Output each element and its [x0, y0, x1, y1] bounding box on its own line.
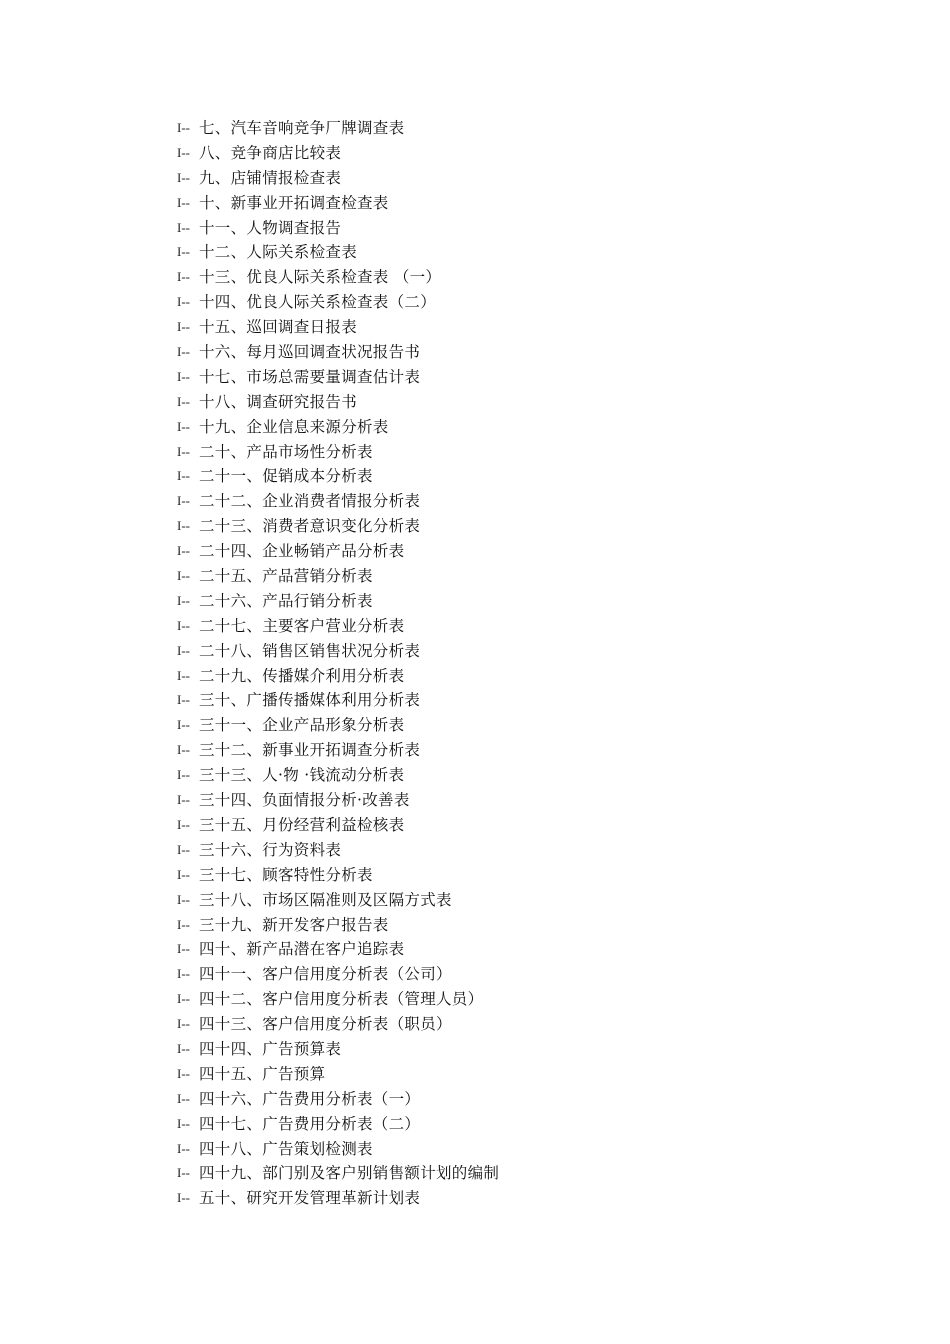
list-item-label: 二十一、促销成本分析表: [199, 467, 373, 486]
list-item-label: 四十六、广告费用分析表（一）: [199, 1089, 421, 1108]
list-item-label: 二十六、产品行销分析表: [199, 591, 373, 610]
list-item: [177, 116, 499, 141]
list-item-label: 二十五、产品营销分析表: [199, 567, 373, 586]
list-item: [177, 738, 499, 763]
list-item-label: 二十七、主要客户营业分析表: [199, 616, 405, 635]
list-item: [177, 788, 499, 813]
list-item: [177, 141, 499, 166]
list-item-prefix: I--: [177, 393, 190, 409]
list-item: [177, 216, 499, 241]
list-item-prefix: I--: [177, 194, 190, 210]
list-item-prefix: I--: [177, 617, 190, 633]
list-item: [177, 290, 499, 315]
list-item-prefix: I--: [177, 269, 190, 285]
list-item-label: 二十九、传播媒介利用分析表: [199, 666, 405, 685]
list-item-label: 十二、人际关系检查表: [199, 243, 358, 262]
list-item: [177, 639, 499, 664]
list-item-prefix: I--: [177, 518, 190, 534]
list-item: [177, 1037, 499, 1062]
list-item-prefix: I--: [177, 120, 190, 135]
list-item-prefix: I--: [177, 717, 190, 733]
list-item-prefix: I--: [177, 692, 190, 708]
list-item-label: 二十二、企业消费者情报分析表: [199, 492, 421, 511]
list-item-label: 三十三、人·物 ·钱流动分析表: [199, 766, 405, 785]
list-item-prefix: I--: [177, 1115, 190, 1131]
list-item-label: 八、竞争商店比较表: [199, 143, 342, 162]
list-item-prefix: I--: [177, 767, 190, 783]
list-item-prefix: I--: [177, 443, 190, 459]
list-item-prefix: I--: [177, 1190, 190, 1206]
list-item: [177, 913, 499, 938]
list-item-prefix: I--: [177, 592, 190, 608]
list-item-prefix: I--: [177, 144, 190, 160]
list-item-prefix: I--: [177, 294, 190, 310]
list-item: [177, 1012, 499, 1037]
list-item-label: 十一、人物调查报告: [199, 218, 342, 237]
list-item: [177, 564, 499, 589]
list-item: [177, 390, 499, 415]
list-item: [177, 813, 499, 838]
list-item: [177, 962, 499, 987]
list-item-label: 三十九、新开发客户报告表: [199, 915, 389, 934]
list-item-prefix: I--: [177, 1140, 190, 1156]
list-item-label: 二十八、销售区销售状况分析表: [199, 641, 421, 660]
list-item-label: 二十三、消费者意识变化分析表: [199, 517, 421, 536]
list-item: [177, 937, 499, 962]
list-item-label: 三十一、企业产品形象分析表: [199, 716, 405, 735]
list-item-label: 十、新事业开拓调查检查表: [199, 193, 389, 212]
list-item-label: 五十、研究开发管理革新计划表: [199, 1189, 421, 1208]
list-item: [177, 240, 499, 265]
list-item: [177, 1087, 499, 1112]
list-item: [177, 713, 499, 738]
list-item: [177, 191, 499, 216]
list-item-label: 十六、每月巡回调查状况报告书: [199, 343, 421, 362]
list-item: [177, 440, 499, 465]
list-item-label: 三十、广播传播媒体利用分析表: [199, 691, 421, 710]
list-item: [177, 1112, 499, 1137]
list-item-label: 十五、巡回调查日报表: [199, 318, 358, 337]
list-item-prefix: I--: [177, 866, 190, 882]
list-item: [177, 888, 499, 913]
list-item-label: 三十六、行为资料表: [199, 840, 342, 859]
list-item-label: 四十三、客户信用度分析表（职员）: [199, 1015, 452, 1034]
list-item-label: 四十一、客户信用度分析表（公司）: [199, 965, 452, 984]
list-item-prefix: I--: [177, 543, 190, 559]
list-item: [177, 265, 499, 290]
list-item: [177, 1186, 499, 1211]
list-item: [177, 365, 499, 390]
list-item: [177, 489, 499, 514]
list-item-label: 三十八、市场区隔准则及区隔方式表: [199, 890, 452, 909]
list-item: [177, 1137, 499, 1162]
list-item: [177, 1062, 499, 1087]
list-item-label: 二十、产品市场性分析表: [199, 442, 373, 461]
list-item: [177, 863, 499, 888]
list-item: [177, 340, 499, 365]
list-item-label: 四十七、广告费用分析表（二）: [199, 1114, 421, 1133]
list-item-prefix: I--: [177, 568, 190, 584]
list-item-label: 四十二、客户信用度分析表（管理人员）: [199, 990, 484, 1009]
list-item-prefix: I--: [177, 891, 190, 907]
list-item-label: 十三、优良人际关系检查表 （一）: [199, 268, 442, 287]
list-item-prefix: I--: [177, 941, 190, 957]
list-item-label: 十八、调查研究报告书: [199, 392, 358, 411]
list-item: [177, 688, 499, 713]
list-item: [177, 514, 499, 539]
list-item-prefix: I--: [177, 1016, 190, 1032]
list-item-prefix: I--: [177, 1040, 190, 1056]
list-item-prefix: I--: [177, 319, 190, 335]
list-item-prefix: I--: [177, 418, 190, 434]
list-item: [177, 415, 499, 440]
list-item: [177, 1161, 499, 1186]
list-item-prefix: I--: [177, 966, 190, 982]
list-item-label: 四十、新产品潜在客户追踪表: [199, 940, 405, 959]
list-item: [177, 315, 499, 340]
list-item: [177, 166, 499, 191]
list-item-prefix: I--: [177, 1090, 190, 1106]
list-item-label: 二十四、企业畅销产品分析表: [199, 542, 405, 561]
list-item-label: 七、汽车音响竞争厂牌调查表: [199, 119, 405, 137]
list-item-label: 四十五、广告预算: [199, 1064, 326, 1083]
list-item-prefix: I--: [177, 368, 190, 384]
list-item-prefix: I--: [177, 344, 190, 360]
list-item-label: 十四、优良人际关系检查表（二）: [199, 293, 437, 312]
list-item-prefix: I--: [177, 642, 190, 658]
list-item-label: 十七、市场总需要量调查估计表: [199, 367, 421, 386]
list-item: [177, 838, 499, 863]
list-item-label: 三十四、负面情报分析·改善表: [199, 791, 410, 810]
list-item-prefix: I--: [177, 991, 190, 1007]
list-item-label: 四十九、部门别及客户别销售额计划的编制: [199, 1164, 500, 1183]
list-item-label: 十九、企业信息来源分析表: [199, 417, 389, 436]
list-item: [177, 614, 499, 639]
list-item-prefix: I--: [177, 244, 190, 260]
list-item-prefix: I--: [177, 1065, 190, 1081]
list-item-label: 三十七、顾客特性分析表: [199, 865, 373, 884]
list-item-label: 四十八、广告策划检测表: [199, 1139, 373, 1158]
list-item: [177, 987, 499, 1012]
list-item-label: 三十五、月份经营利益检核表: [199, 815, 405, 834]
list-item-label: 三十二、新事业开拓调查分析表: [199, 741, 421, 760]
list-item-prefix: I--: [177, 493, 190, 509]
list-item: [177, 763, 499, 788]
list-item-prefix: I--: [177, 468, 190, 484]
list-item-prefix: I--: [177, 667, 190, 683]
list-item: [177, 664, 499, 689]
list-item-prefix: I--: [177, 742, 190, 758]
table-of-contents: [177, 116, 499, 1211]
list-item-prefix: I--: [177, 219, 190, 235]
list-item: [177, 589, 499, 614]
list-item: [177, 464, 499, 489]
list-item-prefix: I--: [177, 792, 190, 808]
list-item-prefix: I--: [177, 916, 190, 932]
list-item-label: 四十四、广告预算表: [199, 1039, 342, 1058]
list-item-prefix: I--: [177, 169, 190, 185]
list-item-prefix: I--: [177, 1165, 190, 1181]
list-item: [177, 539, 499, 564]
list-item-prefix: I--: [177, 816, 190, 832]
list-item-label: 九、店铺情报检查表: [199, 168, 342, 187]
list-item-prefix: I--: [177, 841, 190, 857]
